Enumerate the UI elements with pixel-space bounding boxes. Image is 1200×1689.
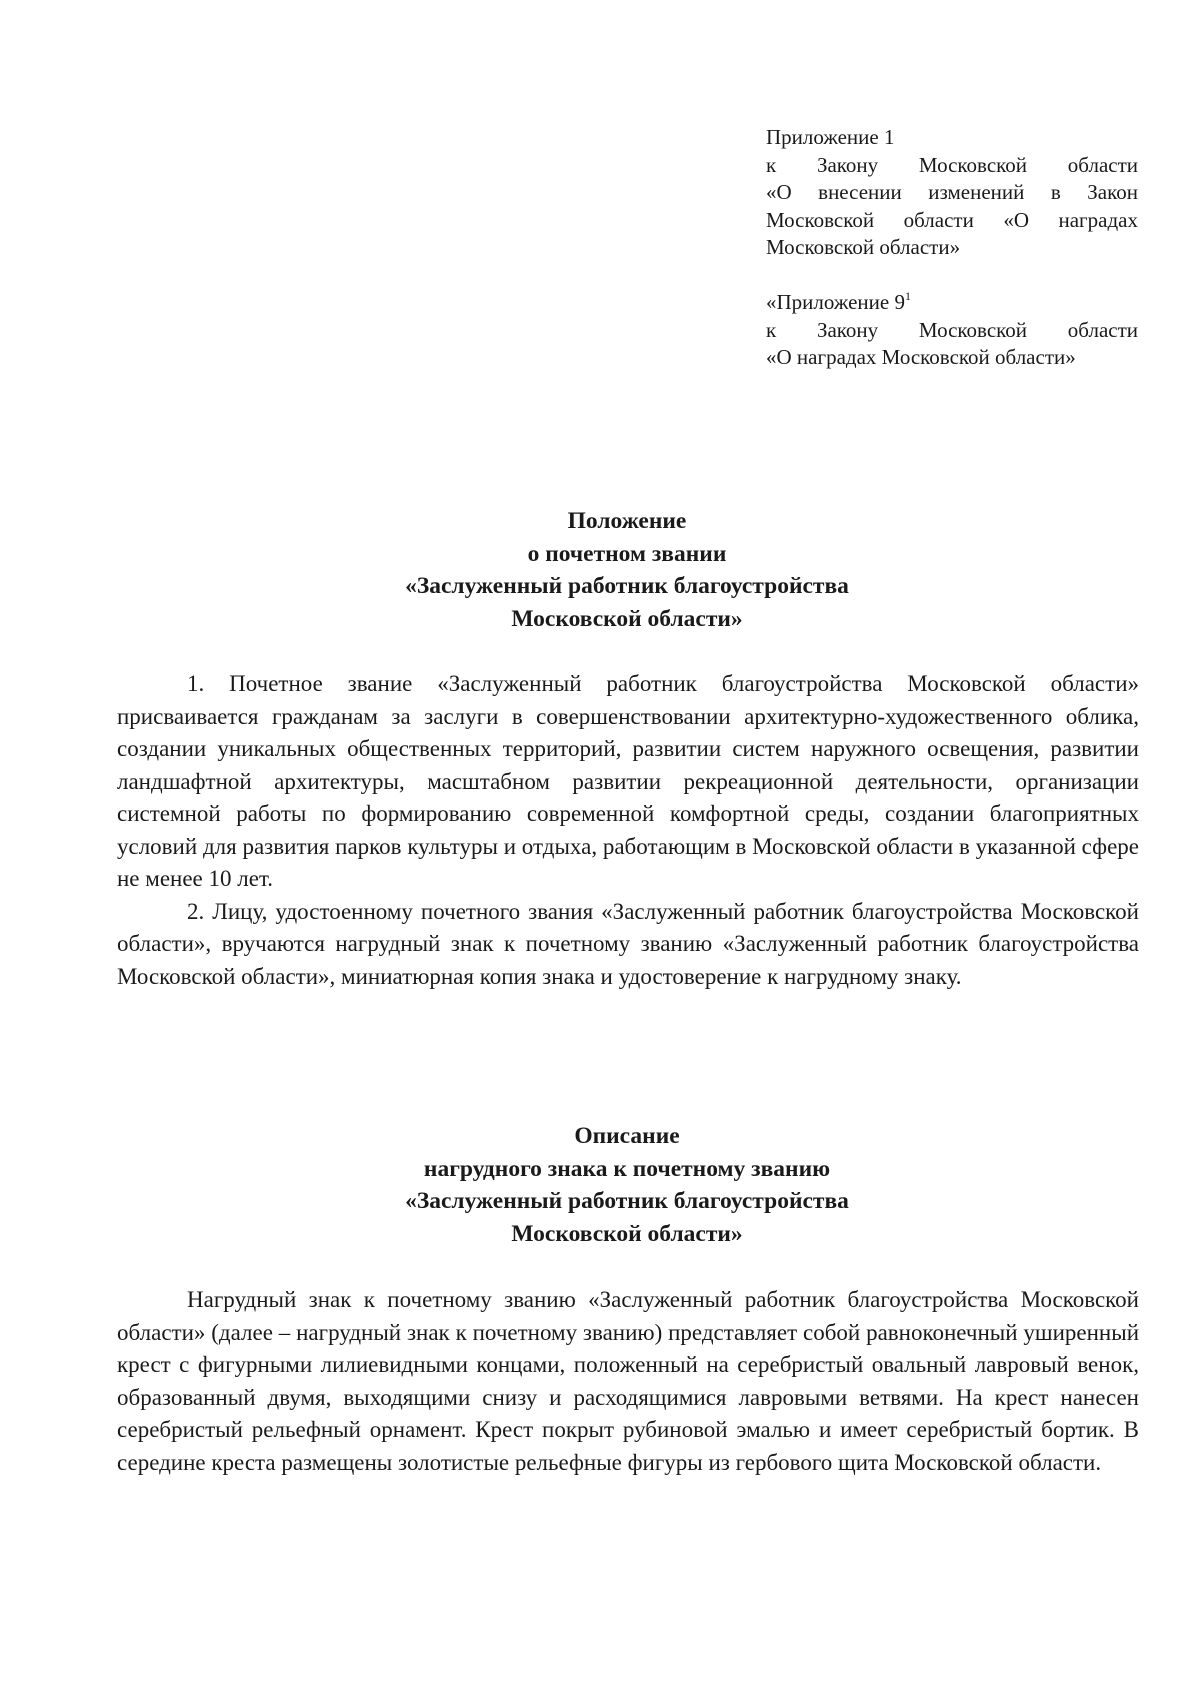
title-line: о почетном звании <box>527 540 727 567</box>
title-line: «Заслуженный работник благоустройства <box>405 573 849 599</box>
appendix-header-amended <box>766 289 1138 372</box>
appendix-superscript: 1 <box>904 289 911 303</box>
appendix-header-line: к Закону Московской области <box>766 152 1138 177</box>
title-line: нагрудного знака к почетному званию <box>423 1155 831 1182</box>
appendix-header-line: «О наградах Московской области» <box>766 345 1076 369</box>
description-body <box>117 1284 1139 1479</box>
appendix-header <box>766 124 1138 262</box>
appendix-header-line: Московской области «О наградах <box>766 207 1138 232</box>
paragraph-2: 2. Лицу, удостоенному почетного звания «Заслуженный работник благоустройства Московской области», вручаются нагрудный знак к почетному званию «Заслуженный работник благоустройства Московской области», миниатюрная копия знака и удостоверение к нагрудному знаку. <box>117 898 1139 989</box>
paragraph-1: 1. Почетное звание «Заслуженный работник благоустройства Московской области» присваивается гражданам за заслуги в совершенствовании архитектурно-художественного облика, создании уникальных общественных территорий, развитии систем наружного освещения, развитии ландшафтной архитектуры, масштабном развитии рекреационной деятельности, организации системной работы по формированию современной комфортной среды, создании благоприятных условий для развития парков культуры и отдыха, работающим в Московской области в указанной сфере не менее 10 лет. <box>117 671 1139 891</box>
regulation-title <box>0 505 1200 635</box>
title-line: Положение <box>567 508 687 534</box>
description-paragraph: Нагрудный знак к почетному званию «Заслуженный работник благоустройства Московской области» (далее – нагрудный знак к почетному званию) представляет собой равноконечный уширенный крест с фигурными лилиевидными концами, положенный на серебристый овальный лавровый венок, образованный двумя, выходящими снизу и расходящимися лавровыми ветвями. На крест нанесен серебристый рельефный орнамент. Крест покрыт рубиновой эмалью и имеет серебристый бортик. В середине креста размещены золотистые рельефные фигуры из гербового щита Московской области. <box>117 1287 1139 1475</box>
appendix-header-line: «О внесении изменений в Закон <box>766 180 1138 204</box>
title-line: Описание <box>574 1123 680 1149</box>
title-line: Московской области» <box>511 605 743 632</box>
appendix-header-line: Московской области» <box>766 235 961 259</box>
appendix-title-line <box>766 289 1138 317</box>
description-title <box>0 1120 1200 1250</box>
title-line: «Заслуженный работник благоустройства <box>405 1188 849 1214</box>
appendix-header-line: Приложение 1 <box>766 125 895 149</box>
appendix-header-line: к Закону Московской области <box>766 317 1138 342</box>
appendix-title-text: «Приложение 9 <box>766 290 905 314</box>
regulation-body <box>117 668 1139 993</box>
title-line: Московской области» <box>511 1220 743 1247</box>
